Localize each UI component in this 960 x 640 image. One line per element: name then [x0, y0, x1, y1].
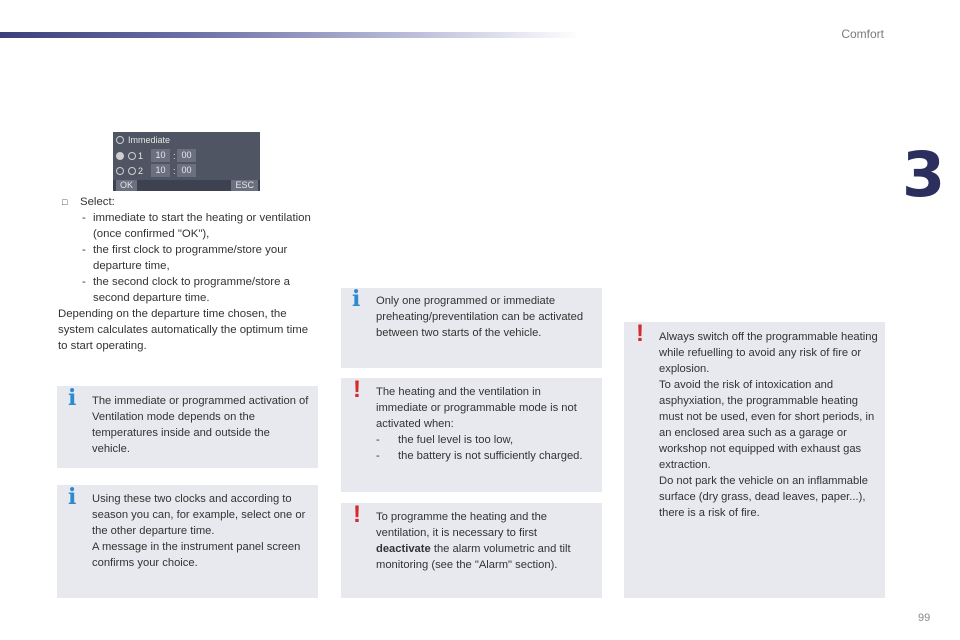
screen-title: Immediate: [128, 135, 171, 145]
warning-box-not-activated: [341, 378, 602, 492]
minutes-field: 00: [177, 164, 196, 177]
select-label: Select:: [80, 196, 115, 208]
info-box-clocks: [57, 485, 318, 598]
warning-icon: !: [636, 320, 644, 347]
select-item: - the first clock to programme/store your departure time,: [82, 244, 288, 272]
warning-text: Always switch off the programmable heating while refuelling to avoid any risk of fire or explosion. To avoid the risk of intoxication and asphyxiation, the programmable heating must not be used, even for short periods, in an enclosed area such as a garage or workshop not equipped with exhaust gas extraction. Do not park the vehicle on an inflammable surface (dry grass, dead leaves, paper...), there is a risk of fire.: [659, 331, 878, 519]
header-gradient-bar: [0, 32, 580, 38]
info-icon: i: [68, 385, 77, 411]
info-box-one-programme: [341, 288, 602, 368]
screen-button-bar: [113, 180, 260, 191]
warning-icon: !: [353, 376, 361, 403]
time-separator: :: [173, 166, 176, 176]
clock-icon: [128, 152, 136, 160]
programming-screen: [113, 132, 260, 191]
select-line: [58, 194, 320, 210]
warning-icon: !: [353, 501, 361, 528]
section-title: Comfort: [841, 27, 884, 41]
time-separator: :: [173, 151, 176, 161]
minutes-field: 00: [177, 149, 196, 162]
chapter-number: 3: [902, 138, 946, 211]
ok-button: OK: [116, 180, 137, 191]
info-text: The immediate or programmed activation of Ventilation mode depends on the temperatures inside and outside the vehicle.: [92, 395, 309, 455]
warning-text: To programme the heating and the ventilation, it is necessary to first deactivate the alarm volumetric and tilt monitoring (see the "Alarm" section).: [376, 511, 571, 571]
page-number: 99: [918, 612, 931, 624]
info-icon: i: [68, 484, 77, 510]
info-box-ventilation: [57, 386, 318, 468]
info-text: Using these two clocks and according to season you can, for example, select one or the other departure time. A message in the instrument panel screen confirms your choice.: [92, 493, 306, 569]
instructions-paragraph: Depending on the departure time chosen, the system calculates automatically the optimum time to start operating.: [58, 308, 309, 352]
info-text: Only one programmed or immediate preheating/preventilation can be activated between two starts of the vehicle.: [376, 295, 584, 339]
esc-button: ESC: [231, 180, 258, 191]
select-item: - the second clock to programme/store a second departure time.: [82, 276, 290, 304]
clock-label: 1: [138, 151, 144, 161]
hours-field: 10: [151, 149, 170, 162]
radio-selected-icon: [116, 152, 124, 160]
bullet-icon: □: [62, 197, 68, 207]
hours-field: 10: [151, 164, 170, 177]
instructions: [58, 194, 320, 354]
radio-icon: [116, 167, 124, 175]
warning-box-safety: [624, 322, 885, 598]
radio-icon: [116, 136, 124, 144]
select-item: - immediate to start the heating or ventilation (once confirmed "OK"),: [82, 212, 311, 240]
info-icon: i: [352, 286, 361, 312]
clock-label: 2: [138, 166, 144, 176]
warning-box-deactivate-alarm: [341, 503, 602, 598]
clock-icon: [128, 167, 136, 175]
warning-text: The heating and the ventilation in immediate or programmable mode is not activated when: - the fuel level is too low, - the battery is not sufficiently charged.: [376, 386, 583, 462]
